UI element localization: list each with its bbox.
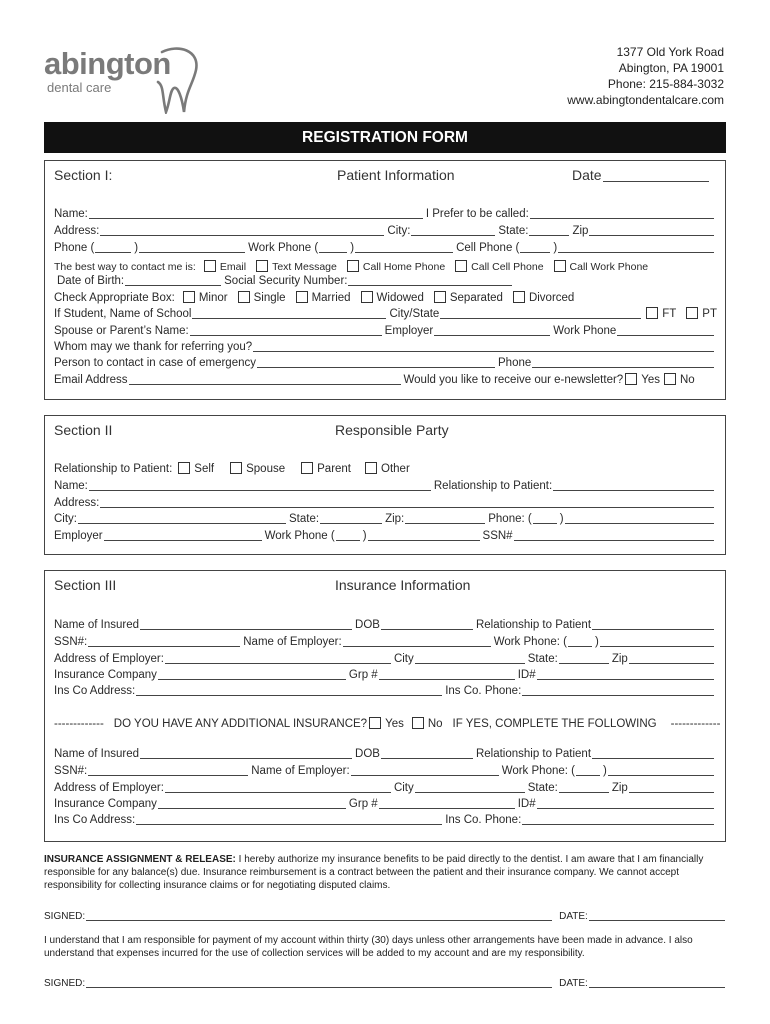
insured-relationship-label: Relationship to Patient — [475, 619, 592, 631]
additional-yes-label: Yes — [385, 718, 404, 730]
secondary-insurance-company-label: Insurance Company — [54, 798, 157, 810]
secondary-insured-name-field[interactable] — [140, 748, 352, 759]
rp-relationship-label: Relationship to Patient: — [433, 480, 553, 492]
other-checkbox[interactable] — [365, 462, 377, 474]
section-3-title: Section III — [54, 577, 117, 593]
address-label: Address: — [54, 225, 100, 237]
date-label-1: DATE: — [559, 911, 588, 922]
school-label: If Student, Name of School — [54, 308, 192, 320]
employer-state-label: State: — [527, 653, 558, 665]
married-checkbox[interactable] — [296, 291, 308, 303]
additional-dashes-left: ------------- — [54, 718, 104, 730]
secondary-dob-label: DOB — [355, 748, 380, 760]
separated-label: Separated — [449, 292, 503, 304]
secondary-ins-co-address-label: Ins Co Address: — [54, 814, 136, 826]
secondary-insurance-company-field[interactable] — [158, 798, 346, 809]
single-checkbox[interactable] — [238, 291, 250, 303]
secondary-zip-label: Zip — [611, 782, 628, 794]
secondary-city-field[interactable] — [415, 782, 525, 793]
secondary-member-id-label: ID# — [517, 798, 536, 810]
group-number-label: Grp # — [348, 669, 378, 681]
secondary-work-phone-label: Work Phone: ( — [501, 765, 575, 777]
signed-label-2: SIGNED: — [44, 978, 86, 989]
school-field[interactable] — [192, 308, 386, 319]
ins-co-address-field[interactable] — [136, 685, 442, 696]
state-label: State: — [498, 225, 529, 237]
self-checkbox[interactable] — [178, 462, 190, 474]
email-address-field[interactable] — [129, 374, 401, 385]
secondary-zip-field[interactable] — [629, 782, 714, 793]
spouse-employer-field[interactable] — [434, 325, 550, 336]
insured-dob-label: DOB — [355, 619, 380, 631]
phone-label: Phone ( — [54, 242, 95, 254]
date-field-2[interactable] — [589, 978, 725, 988]
spouse-label: Spouse or Parent’s Name: — [54, 325, 189, 337]
secondary-ins-co-phone-field[interactable] — [522, 814, 714, 825]
rp-name-field[interactable] — [89, 480, 431, 491]
phone-paren: ) — [134, 242, 139, 254]
signature-row-1 — [44, 908, 728, 922]
date-label-2: DATE: — [559, 978, 588, 989]
employer-address-label: Address of Employer: — [54, 653, 164, 665]
section-2-title: Section II — [54, 422, 113, 438]
secondary-ssn-field[interactable] — [88, 765, 248, 776]
rp-state-label: State: — [289, 513, 320, 525]
address-street: 1377 Old York Road — [616, 45, 724, 59]
rp-ssn-field[interactable] — [514, 530, 714, 541]
additional-insurance-question: DO YOU HAVE ANY ADDITIONAL INSURANCE? — [113, 718, 368, 730]
insurance-company-field[interactable] — [158, 669, 346, 680]
cell-phone-area-field[interactable] — [520, 242, 550, 253]
ins-co-address-label: Ins Co Address: — [54, 685, 136, 697]
secondary-employer-address-field[interactable] — [165, 782, 391, 793]
abington-logo — [44, 44, 204, 116]
employer-address-field[interactable] — [165, 653, 391, 664]
newsletter-no-label: No — [679, 374, 695, 386]
rp-address-label: Address: — [54, 497, 100, 509]
secondary-work-phone-area-field[interactable] — [576, 765, 600, 776]
insured-name-label: Name of Insured — [54, 619, 140, 631]
widowed-label: Widowed — [376, 292, 424, 304]
insured-ssn-field[interactable] — [88, 636, 240, 647]
employer-name-field[interactable] — [343, 636, 491, 647]
ins-co-phone-label: Ins Co. Phone: — [445, 685, 522, 697]
secondary-state-label: State: — [527, 782, 558, 794]
minor-checkbox[interactable] — [183, 291, 195, 303]
signature-row-2 — [44, 975, 728, 989]
assignment-text: I hereby authorize my insurance benefits to be paid directly to the dentist. I am aware that I am financially responsible for any balance(s) due. Insurance reimbursement is a contract between the patient and their insurance company. We cannot accept responsibility for collecting insurance claims or for negotiating disputed claims. — [44, 854, 704, 891]
married-label: Married — [311, 292, 351, 304]
additional-no-checkbox[interactable] — [412, 717, 424, 729]
newsletter-yes-label: Yes — [641, 374, 660, 386]
preferred-name-field[interactable] — [530, 208, 714, 219]
work-phone-paren: ) — [350, 242, 355, 254]
employer-zip-label: Zip — [611, 653, 628, 665]
secondary-group-number-field[interactable] — [379, 798, 515, 809]
if-yes-instruction: IF YES, COMPLETE THE FOLLOWING — [452, 718, 657, 730]
rp-phone-field[interactable] — [565, 513, 714, 524]
secondary-city-label: City — [393, 782, 414, 794]
ins-co-phone-field[interactable] — [522, 685, 714, 696]
secondary-relationship-field[interactable] — [592, 748, 714, 759]
insured-ssn-label: SSN#: — [54, 636, 88, 648]
spouse-option-label: Spouse — [246, 463, 286, 475]
tooth-icon — [148, 46, 204, 114]
insured-work-phone-paren: ) — [594, 636, 599, 648]
dob-label: Date of Birth: — [57, 275, 125, 287]
section-2-subtitle: Responsible Party — [335, 422, 449, 438]
rp-phone-label: Phone: ( — [488, 513, 532, 525]
newsletter-no-checkbox[interactable] — [664, 373, 676, 385]
other-label: Other — [381, 463, 410, 475]
signature-field-1[interactable] — [86, 911, 552, 921]
secondary-insured-name-label: Name of Insured — [54, 748, 140, 760]
member-id-field[interactable] — [537, 669, 714, 680]
ssn-field[interactable] — [348, 275, 512, 286]
city-label: City: — [387, 225, 411, 237]
date-label: Date — [572, 167, 602, 183]
separated-checkbox[interactable] — [434, 291, 446, 303]
call-work-option-label: Call Work Phone — [569, 261, 649, 273]
assignment-heading: INSURANCE ASSIGNMENT & RELEASE: — [44, 854, 236, 865]
rp-work-phone-label: Work Phone ( — [264, 530, 335, 542]
rp-name-label: Name: — [54, 480, 88, 492]
name-field[interactable] — [89, 208, 423, 219]
zip-label: Zip — [572, 225, 589, 237]
phone-area-field[interactable] — [95, 242, 131, 253]
insurance-assignment-paragraph — [44, 853, 728, 892]
spouse-checkbox[interactable] — [230, 462, 242, 474]
secondary-ins-co-phone-label: Ins Co. Phone: — [445, 814, 522, 826]
secondary-relationship-label: Relationship to Patient — [475, 748, 592, 760]
rp-employer-field[interactable] — [104, 530, 262, 541]
widowed-checkbox[interactable] — [361, 291, 373, 303]
employer-state-field[interactable] — [559, 653, 609, 664]
address-field[interactable] — [100, 225, 384, 236]
school-city-state-label: City/State — [389, 308, 440, 320]
emergency-contact-label: Person to contact in case of emergency — [54, 357, 256, 369]
secondary-dob-field[interactable] — [381, 748, 473, 759]
check-box-label: Check Appropriate Box: — [54, 292, 175, 304]
section-1-subtitle: Patient Information — [337, 167, 455, 183]
secondary-employer-name-field[interactable] — [351, 765, 499, 776]
full-time-label: FT — [662, 308, 677, 320]
secondary-state-field[interactable] — [559, 782, 609, 793]
additional-dashes-right: ------------- — [670, 718, 721, 730]
additional-yes-checkbox[interactable] — [369, 717, 381, 729]
insured-work-phone-area-field[interactable] — [568, 636, 592, 647]
preferred-name-label: I Prefer to be called: — [425, 208, 529, 220]
rp-city-field[interactable] — [78, 513, 286, 524]
contact-method-label: The best way to contact me is: — [54, 261, 196, 273]
referral-field[interactable] — [253, 341, 714, 352]
self-label: Self — [194, 463, 215, 475]
secondary-employer-address-label: Address of Employer: — [54, 782, 164, 794]
single-label: Single — [253, 292, 286, 304]
spouse-field[interactable] — [190, 325, 382, 336]
secondary-work-phone-field[interactable] — [608, 765, 714, 776]
section-responsible-party — [44, 415, 726, 555]
referral-label: Whom may we thank for referring you? — [54, 341, 253, 353]
secondary-ssn-label: SSN#: — [54, 765, 88, 777]
secondary-work-phone-paren: ) — [602, 765, 607, 777]
insured-work-phone-field[interactable] — [600, 636, 714, 647]
email-option-label: Email — [219, 261, 247, 273]
work-phone-label: Work Phone ( — [248, 242, 319, 254]
emergency-phone-label: Phone — [498, 357, 532, 369]
employer-city-field[interactable] — [415, 653, 525, 664]
divorced-checkbox[interactable] — [513, 291, 525, 303]
secondary-member-id-field[interactable] — [537, 798, 714, 809]
part-time-checkbox[interactable] — [686, 307, 698, 319]
rp-ssn-label: SSN# — [482, 530, 513, 542]
address-website[interactable]: www.abingtondentalcare.com — [567, 93, 724, 107]
employer-zip-field[interactable] — [629, 653, 714, 664]
school-city-state-field[interactable] — [440, 308, 641, 319]
work-phone-area-field[interactable] — [319, 242, 347, 253]
rp-employer-label: Employer — [54, 530, 103, 542]
phone-field[interactable] — [139, 242, 245, 253]
additional-no-label: No — [427, 718, 443, 730]
address-city: Abington, PA 19001 — [618, 61, 724, 75]
insurance-company-label: Insurance Company — [54, 669, 157, 681]
rp-phone-paren: ) — [559, 513, 564, 525]
emergency-phone-field[interactable] — [532, 357, 714, 368]
rp-work-phone-field[interactable] — [368, 530, 480, 541]
name-label: Name: — [54, 208, 88, 220]
rp-address-field[interactable] — [100, 497, 714, 508]
zip-field[interactable] — [589, 225, 714, 236]
cell-phone-label: Cell Phone ( — [456, 242, 520, 254]
newsletter-yes-checkbox[interactable] — [625, 373, 637, 385]
email-address-label: Email Address — [54, 374, 128, 386]
date-field-1[interactable] — [589, 911, 725, 921]
rp-work-phone-paren: ) — [362, 530, 367, 542]
logo-wordmark: abington — [44, 46, 171, 81]
newsletter-label: Would you like to receive our e-newsletter? — [403, 374, 624, 386]
secondary-group-number-label: Grp # — [348, 798, 378, 810]
secondary-ins-co-address-field[interactable] — [136, 814, 442, 825]
city-field[interactable] — [411, 225, 495, 236]
cell-phone-field[interactable] — [558, 242, 714, 253]
rp-zip-field[interactable] — [405, 513, 485, 524]
section-insurance-information — [44, 570, 726, 842]
emergency-contact-field[interactable] — [257, 357, 495, 368]
signature-field-2[interactable] — [86, 978, 552, 988]
spouse-employer-label: Employer — [384, 325, 434, 337]
logo-subtitle: dental care — [47, 80, 112, 95]
rp-city-label: City: — [54, 513, 77, 525]
signed-label-1: SIGNED: — [44, 911, 86, 922]
ssn-label: Social Security Number: — [224, 275, 348, 287]
rp-work-phone-area-field[interactable] — [336, 530, 360, 541]
part-time-label: PT — [702, 308, 717, 320]
employer-city-label: City — [393, 653, 414, 665]
divorced-label: Divorced — [528, 292, 575, 304]
work-phone-field[interactable] — [355, 242, 453, 253]
section-patient-information — [44, 160, 726, 400]
parent-checkbox[interactable] — [301, 462, 313, 474]
practice-address — [567, 44, 724, 108]
full-time-checkbox[interactable] — [646, 307, 658, 319]
insured-relationship-field[interactable] — [592, 619, 714, 630]
address-phone: Phone: 215-884-3032 — [607, 77, 724, 91]
payment-responsibility-paragraph: I understand that I am responsible for payment of my account within thirty (30) days unless other arrangements have been made in advance. I also understand that expenses incurred for the use of collection services will be added to my account and are my responsibility. — [44, 935, 693, 959]
cell-phone-paren: ) — [553, 242, 558, 254]
parent-label: Parent — [317, 463, 352, 475]
spouse-work-phone-label: Work Phone — [553, 325, 617, 337]
group-number-field[interactable] — [379, 669, 515, 680]
rp-state-field[interactable] — [320, 513, 382, 524]
text-message-option-label: Text Message — [272, 261, 337, 273]
relationship-label: Relationship to Patient: — [54, 463, 173, 475]
call-home-option-label: Call Home Phone — [362, 261, 446, 273]
insured-work-phone-label: Work Phone: ( — [493, 636, 567, 648]
rp-phone-area-field[interactable] — [533, 513, 557, 524]
section-3-subtitle: Insurance Information — [335, 577, 471, 593]
minor-label: Minor — [198, 292, 228, 304]
state-field[interactable] — [529, 225, 569, 236]
rp-zip-label: Zip: — [385, 513, 405, 525]
member-id-label: ID# — [517, 669, 536, 681]
call-cell-option-label: Call Cell Phone — [471, 261, 544, 273]
employer-name-label: Name of Employer: — [243, 636, 342, 648]
dob-field[interactable] — [125, 275, 221, 286]
date-field[interactable] — [603, 171, 709, 182]
insured-dob-field[interactable] — [381, 619, 473, 630]
section-1-title: Section I: — [54, 167, 113, 183]
insured-name-field[interactable] — [140, 619, 352, 630]
rp-relationship-field[interactable] — [553, 480, 714, 491]
form-title: REGISTRATION FORM — [44, 122, 726, 153]
secondary-employer-name-label: Name of Employer: — [251, 765, 350, 777]
spouse-work-phone-field[interactable] — [617, 325, 714, 336]
